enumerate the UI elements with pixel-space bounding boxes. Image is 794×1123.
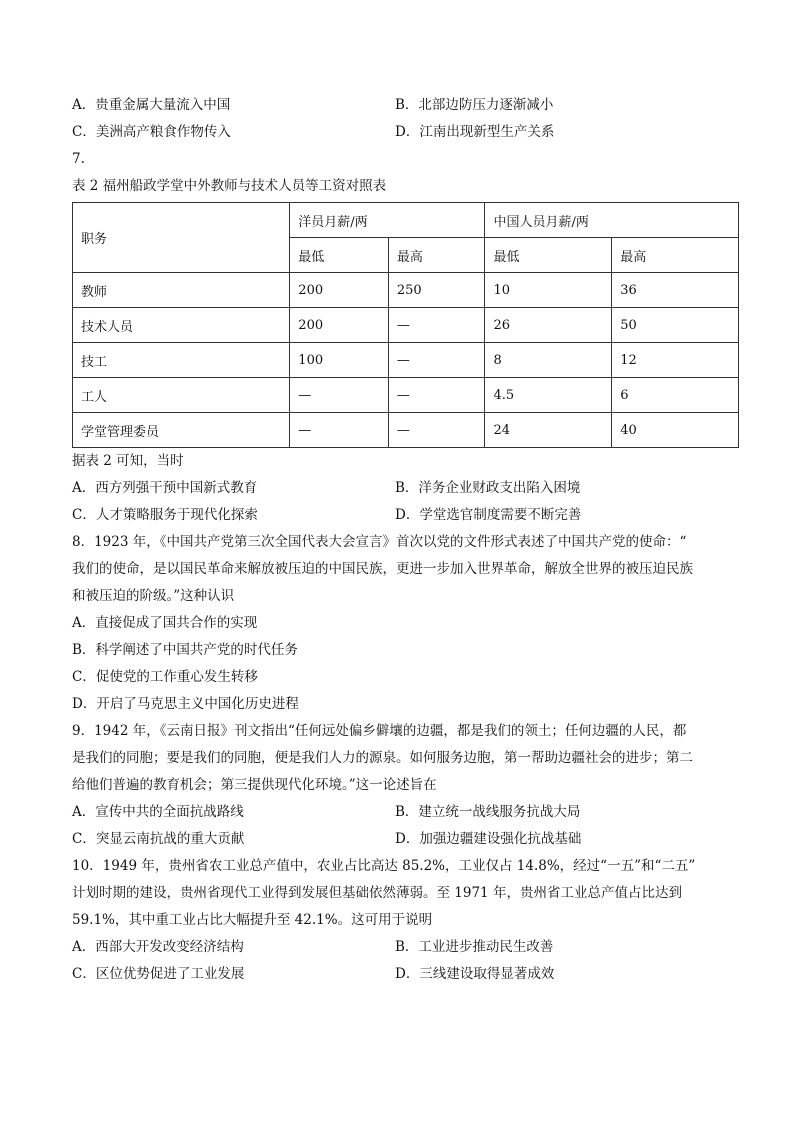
q6-options-row-2 [72, 119, 742, 146]
table-cell: 36 [612, 273, 739, 308]
subheader-foreign-min: 最低 [290, 238, 389, 273]
table-cell: — [388, 413, 485, 448]
table-cell: 学堂管理委员 [73, 413, 290, 448]
table-header-row [73, 203, 739, 238]
table-cell: — [290, 378, 389, 413]
table-cell: 50 [612, 308, 739, 343]
q10-stem-line: 59.1%，其中重工业占比大幅提升至 42.1%。这可用于说明 [72, 912, 433, 928]
table-row [73, 273, 739, 308]
q6-options-row-1 [72, 92, 742, 119]
q8-stem-line: 8．1923 年，《中国共产党第三次全国代表大会宣言》首次以党的文件形式表述了中国共产党的使命：“ [72, 534, 687, 550]
salary-table [72, 202, 739, 448]
q6-option-b[interactable]: B．北部边防压力逐渐减小 [395, 97, 554, 113]
table-cell: 4.5 [485, 378, 612, 413]
q6-option-a[interactable]: A．贵重金属大量流入中国 [72, 97, 231, 113]
subheader-chinese-min: 最低 [485, 238, 612, 273]
table-cell: 技工 [73, 343, 290, 378]
table-cell: 24 [485, 413, 612, 448]
q7-stem: 据表 2 可知，当时 [72, 453, 184, 469]
q10-stem-line: 计划时期的建设，贵州省现代工业得到发展但基础依然薄弱。至 1971 年，贵州省工业总产值占比达到 [72, 885, 682, 901]
q8-stem-line: 和被压迫的阶级。”这种认识 [72, 588, 235, 604]
table-cell: — [290, 413, 389, 448]
q10-option-a[interactable]: A．西部大开发改变经济结构 [72, 939, 244, 955]
table-cell: 200 [290, 273, 389, 308]
q7-option-c[interactable]: C．人才策略服务于现代化探索 [72, 507, 258, 523]
q9-options-row-2 [72, 826, 742, 853]
q9-options-row-1 [72, 799, 742, 826]
q10-option-d[interactable]: D．三线建设取得显著成效 [395, 966, 555, 982]
table-cell: 教师 [73, 273, 290, 308]
table-cell: 10 [485, 273, 612, 308]
header-foreign-salary: 洋员月薪/两 [290, 203, 485, 238]
q10-stem-line: 10．1949 年，贵州省农工业总产值中，农业占比高达 85.2%，工业仅占 14.8%，经过“一五”和“二五” [72, 858, 696, 874]
q9-stem-line: 是我们的同胞；要是我们的同胞，便是我们人力的源泉。如何服务边胞，第一帮助边疆社会的进步；第二 [72, 750, 693, 766]
subheader-chinese-max: 最高 [612, 238, 739, 273]
header-position: 职务 [73, 203, 290, 273]
q8-stem-line: 我们的使命，是以国民革命来解放被压迫的中国民族，更进一步加入世界革命，解放全世界的被压迫民族 [72, 561, 693, 577]
q9-option-c[interactable]: C．突显云南抗战的重大贡献 [72, 831, 245, 847]
subheader-foreign-max: 最高 [388, 238, 485, 273]
q9-stem-line: 给他们普遍的教育机会；第三提供现代化环境。”这一论述旨在 [72, 777, 437, 793]
q10-options-row-1 [72, 934, 742, 961]
table-cell: — [388, 378, 485, 413]
table-cell: 技术人员 [73, 308, 290, 343]
q6-option-c[interactable]: C．美洲高产粮食作物传入 [72, 124, 231, 140]
q6-option-d[interactable]: D．江南出现新型生产关系 [395, 124, 555, 140]
q10-options-row-2 [72, 961, 742, 988]
table-cell: 200 [290, 308, 389, 343]
table-cell: 6 [612, 378, 739, 413]
q9-option-a[interactable]: A．宣传中共的全面抗战路线 [72, 804, 244, 820]
q8-option-a[interactable]: A．直接促成了国共合作的实现 [72, 615, 258, 631]
q8-option-d[interactable]: D．开启了马克思主义中国化历史进程 [72, 696, 299, 712]
table-cell: 12 [612, 343, 739, 378]
q7-table-caption: 表 2 福州船政学堂中外教师与技术人员等工资对照表 [72, 178, 387, 194]
q9-option-d[interactable]: D．加强边疆建设强化抗战基础 [395, 831, 582, 847]
q7-number: 7. [72, 151, 85, 167]
q9-stem-line: 9．1942 年，《云南日报》刊文指出“任何远处偏乡僻壤的边疆，都是我们的领土；任何边疆的人民，都 [72, 723, 687, 739]
table-cell: 26 [485, 308, 612, 343]
table-row [73, 308, 739, 343]
q7-option-b[interactable]: B．洋务企业财政支出陷入困境 [395, 480, 581, 496]
q10-option-b[interactable]: B．工业进步推动民生改善 [395, 939, 554, 955]
q10-option-c[interactable]: C．区位优势促进了工业发展 [72, 966, 245, 982]
q8-option-b[interactable]: B．科学阐述了中国共产党的时代任务 [72, 642, 298, 658]
table-cell: — [388, 308, 485, 343]
table-row [73, 378, 739, 413]
table-cell: 40 [612, 413, 739, 448]
q7-options-row-1 [72, 475, 742, 502]
table-cell: 100 [290, 343, 389, 378]
table-cell: — [388, 343, 485, 378]
table-row [73, 413, 739, 448]
table-cell: 8 [485, 343, 612, 378]
q9-option-b[interactable]: B．建立统一战线服务抗战大局 [395, 804, 581, 820]
q7-options-row-2 [72, 502, 742, 529]
q7-option-d[interactable]: D．学堂选官制度需要不断完善 [395, 507, 582, 523]
table-row [73, 343, 739, 378]
exam-page [72, 92, 742, 988]
table-cell: 250 [388, 273, 485, 308]
q7-option-a[interactable]: A．西方列强干预中国新式教育 [72, 480, 258, 496]
q8-option-c[interactable]: C．促使党的工作重心发生转移 [72, 669, 258, 685]
header-chinese-salary: 中国人员月薪/两 [485, 203, 739, 238]
table-cell: 工人 [73, 378, 290, 413]
